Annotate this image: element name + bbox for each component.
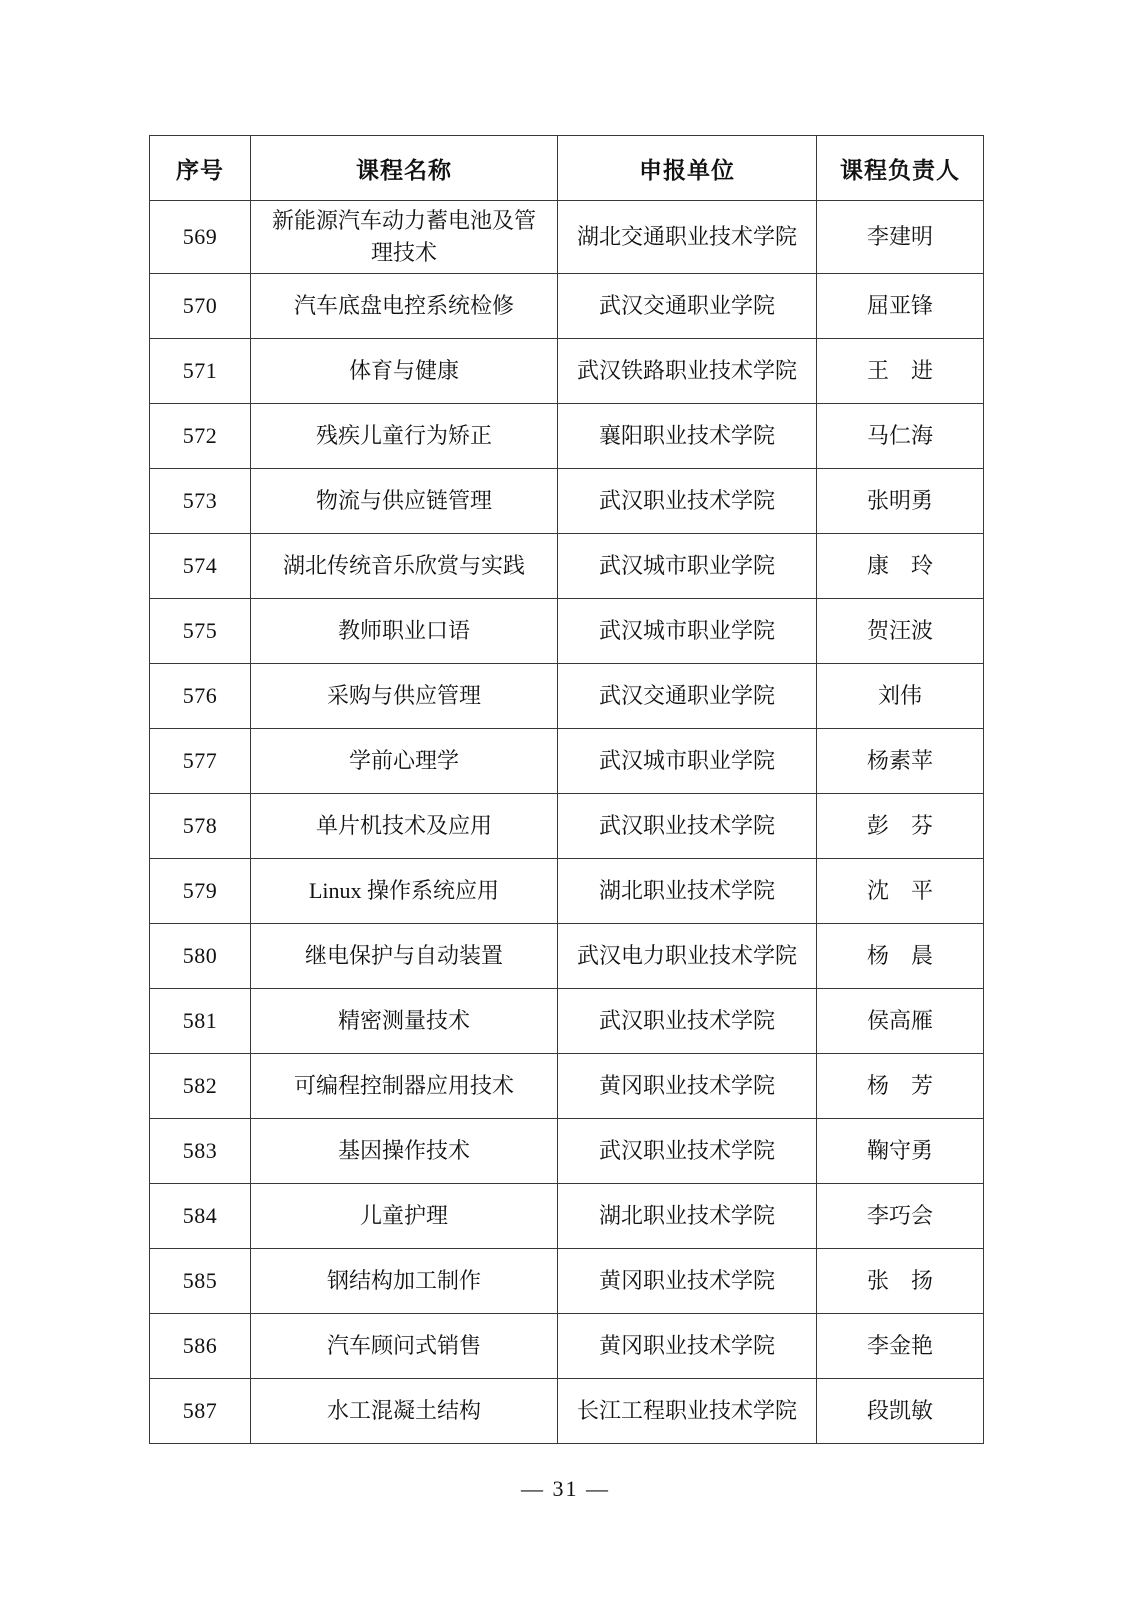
cell-unit: 襄阳职业技术学院 — [558, 403, 817, 468]
cell-course: 采购与供应管理 — [251, 663, 558, 728]
cell-leader: 李建明 — [817, 201, 984, 274]
cell-leader: 李巧会 — [817, 1183, 984, 1248]
cell-no: 586 — [150, 1313, 251, 1378]
cell-leader: 刘伟 — [817, 663, 984, 728]
cell-no: 580 — [150, 923, 251, 988]
cell-unit: 武汉电力职业技术学院 — [558, 923, 817, 988]
table-row — [150, 533, 984, 598]
cell-course: Linux 操作系统应用 — [251, 858, 558, 923]
cell-course: 残疾儿童行为矫正 — [251, 403, 558, 468]
cell-course: 教师职业口语 — [251, 598, 558, 663]
table-row — [150, 1248, 984, 1313]
cell-course: 儿童护理 — [251, 1183, 558, 1248]
table-row — [150, 468, 984, 533]
cell-course: 基因操作技术 — [251, 1118, 558, 1183]
cell-leader: 杨素苹 — [817, 728, 984, 793]
cell-no: 579 — [150, 858, 251, 923]
course-table — [149, 135, 984, 1444]
cell-no: 573 — [150, 468, 251, 533]
cell-no: 577 — [150, 728, 251, 793]
cell-leader: 侯高雁 — [817, 988, 984, 1053]
cell-no: 572 — [150, 403, 251, 468]
cell-no: 575 — [150, 598, 251, 663]
cell-leader: 李金艳 — [817, 1313, 984, 1378]
cell-no: 583 — [150, 1118, 251, 1183]
table-row — [150, 923, 984, 988]
cell-unit: 武汉职业技术学院 — [558, 1118, 817, 1183]
cell-unit: 黄冈职业技术学院 — [558, 1313, 817, 1378]
cell-leader: 段凯敏 — [817, 1378, 984, 1443]
cell-unit: 湖北职业技术学院 — [558, 858, 817, 923]
table-row — [150, 1053, 984, 1118]
cell-unit: 长江工程职业技术学院 — [558, 1378, 817, 1443]
cell-course: 可编程控制器应用技术 — [251, 1053, 558, 1118]
table-row — [150, 403, 984, 468]
cell-unit: 武汉交通职业学院 — [558, 663, 817, 728]
table-row — [150, 793, 984, 858]
cell-unit: 黄冈职业技术学院 — [558, 1053, 817, 1118]
cell-leader: 康 玲 — [817, 533, 984, 598]
cell-leader: 张 扬 — [817, 1248, 984, 1313]
cell-no: 571 — [150, 338, 251, 403]
cell-no: 576 — [150, 663, 251, 728]
table-row — [150, 858, 984, 923]
table-row — [150, 338, 984, 403]
table-row — [150, 988, 984, 1053]
table-row — [150, 663, 984, 728]
cell-leader: 沈 平 — [817, 858, 984, 923]
cell-no: 581 — [150, 988, 251, 1053]
column-header-unit: 申报单位 — [558, 136, 817, 201]
cell-no: 578 — [150, 793, 251, 858]
cell-no: 569 — [150, 201, 251, 274]
cell-no: 584 — [150, 1183, 251, 1248]
table-row — [150, 1118, 984, 1183]
table-row — [150, 1378, 984, 1443]
cell-unit: 武汉城市职业学院 — [558, 598, 817, 663]
column-header-no: 序号 — [150, 136, 251, 201]
cell-leader: 马仁海 — [817, 403, 984, 468]
table-row — [150, 1313, 984, 1378]
cell-unit: 武汉职业技术学院 — [558, 793, 817, 858]
cell-leader: 彭 芬 — [817, 793, 984, 858]
cell-course: 汽车顾问式销售 — [251, 1313, 558, 1378]
cell-leader: 杨 芳 — [817, 1053, 984, 1118]
cell-course: 汽车底盘电控系统检修 — [251, 273, 558, 338]
table-row — [150, 201, 984, 274]
table-row — [150, 728, 984, 793]
cell-unit: 武汉城市职业学院 — [558, 728, 817, 793]
cell-course: 钢结构加工制作 — [251, 1248, 558, 1313]
cell-course: 单片机技术及应用 — [251, 793, 558, 858]
table-row — [150, 598, 984, 663]
course-table-body — [150, 201, 984, 1444]
cell-course: 湖北传统音乐欣赏与实践 — [251, 533, 558, 598]
cell-no: 587 — [150, 1378, 251, 1443]
course-table-header — [150, 136, 984, 201]
cell-leader: 鞠守勇 — [817, 1118, 984, 1183]
cell-course: 物流与供应链管理 — [251, 468, 558, 533]
cell-unit: 黄冈职业技术学院 — [558, 1248, 817, 1313]
cell-leader: 张明勇 — [817, 468, 984, 533]
cell-course: 精密测量技术 — [251, 988, 558, 1053]
cell-course: 新能源汽车动力蓄电池及管理技术 — [251, 201, 558, 274]
cell-course: 体育与健康 — [251, 338, 558, 403]
column-header-leader: 课程负责人 — [817, 136, 984, 201]
cell-no: 574 — [150, 533, 251, 598]
cell-unit: 武汉交通职业学院 — [558, 273, 817, 338]
cell-unit: 湖北交通职业技术学院 — [558, 201, 817, 274]
table-row — [150, 273, 984, 338]
cell-course: 水工混凝土结构 — [251, 1378, 558, 1443]
cell-unit: 武汉城市职业学院 — [558, 533, 817, 598]
cell-unit: 武汉职业技术学院 — [558, 988, 817, 1053]
cell-leader: 屈亚锋 — [817, 273, 984, 338]
cell-unit: 武汉铁路职业技术学院 — [558, 338, 817, 403]
cell-course: 学前心理学 — [251, 728, 558, 793]
header-row — [150, 136, 984, 201]
cell-leader: 杨 晨 — [817, 923, 984, 988]
cell-no: 582 — [150, 1053, 251, 1118]
cell-leader: 贺汪波 — [817, 598, 984, 663]
cell-no: 585 — [150, 1248, 251, 1313]
cell-unit: 武汉职业技术学院 — [558, 468, 817, 533]
page-number: — 31 — — [521, 1476, 610, 1501]
column-header-course: 课程名称 — [251, 136, 558, 201]
cell-course: 继电保护与自动装置 — [251, 923, 558, 988]
cell-no: 570 — [150, 273, 251, 338]
cell-unit: 湖北职业技术学院 — [558, 1183, 817, 1248]
table-row — [150, 1183, 984, 1248]
cell-leader: 王 进 — [817, 338, 984, 403]
